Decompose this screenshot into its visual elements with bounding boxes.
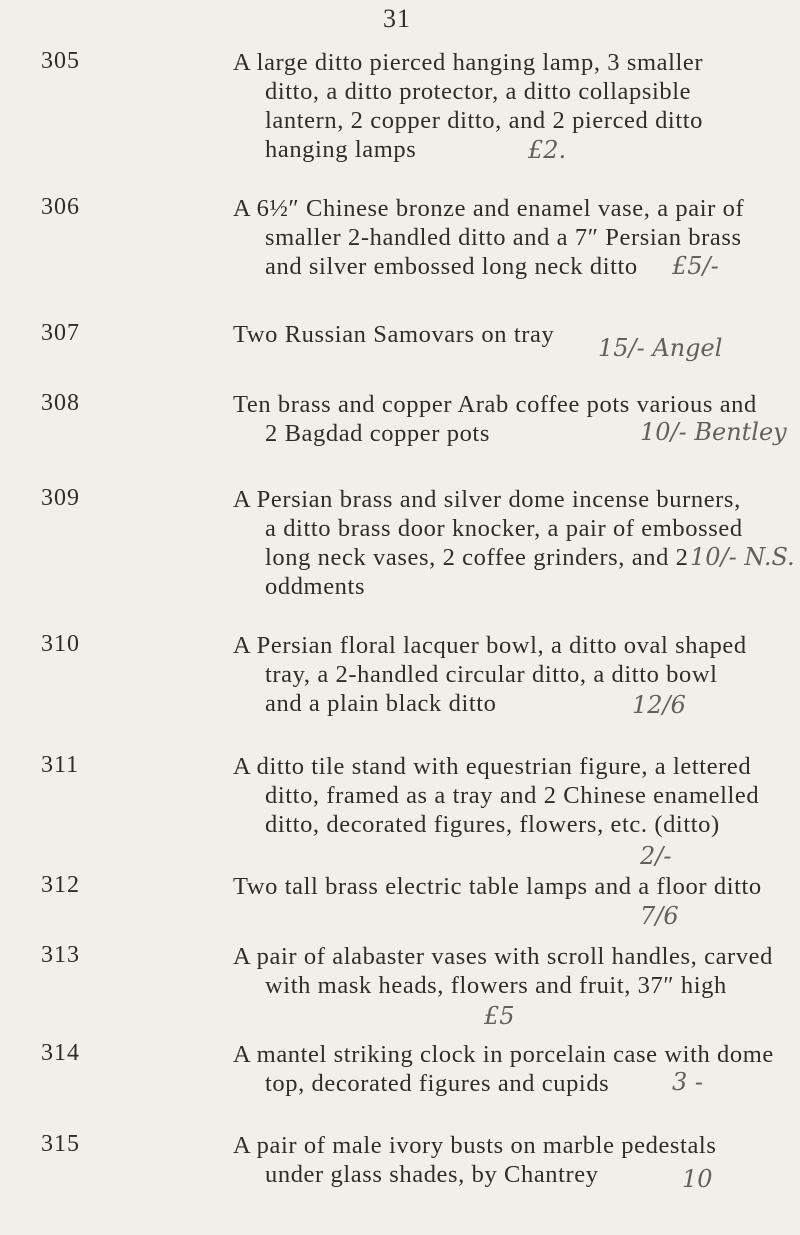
description-line: A pair of male ivory busts on marble pedestals [233,1132,717,1159]
lot-number: 305 [41,48,80,74]
description-line: ditto, decorated figures, flowers, etc. (ditto) [265,811,720,838]
handwritten-price-note: 15/- Angel [598,334,723,362]
description-line: smaller 2-handled ditto and a 7″ Persian brass [265,224,742,251]
description-line: Ten brass and copper Arab coffee pots various and [233,391,757,418]
description-line: 2 Bagdad copper pots [265,420,490,447]
description-line: Two Russian Samovars on tray [233,321,555,348]
lot-number: 306 [41,194,80,220]
description-line: A large ditto pierced hanging lamp, 3 smaller [233,49,704,76]
handwritten-price-note: 10/- Bentley [640,418,787,446]
description-line: ditto, framed as a tray and 2 Chinese enamelled [265,782,760,809]
description-line: a ditto brass door knocker, a pair of embossed [265,515,743,542]
handwritten-price-note: £5/- [672,252,719,280]
description-line: tray, a 2-handled circular ditto, a ditto bowl [265,661,718,688]
lot-number: 308 [41,390,80,416]
lot-number: 309 [41,485,80,511]
lot-number: 310 [41,631,80,657]
lot-number: 311 [41,752,80,778]
lot-number: 307 [41,320,80,346]
description-line: oddments [265,573,366,600]
description-line: with mask heads, flowers and fruit, 37″ high [265,972,727,999]
lot-number: 314 [41,1040,80,1066]
handwritten-price-note: £5 [484,1002,515,1030]
description-line: lantern, 2 copper ditto, and 2 pierced ditto [265,107,704,134]
lot-number: 315 [41,1131,80,1157]
description-line: Two tall brass electric table lamps and a floor ditto [233,873,762,900]
handwritten-price-note: 2/- [640,842,672,870]
lot-description [233,752,778,839]
page-number: 31 [383,4,411,33]
description-line: ditto, a ditto protector, a ditto collapsible [265,78,692,105]
lot-number: 312 [41,872,80,898]
description-line: under glass shades, by Chantrey [265,1161,599,1188]
handwritten-price-note: 3 - [672,1068,704,1096]
handwritten-price-note: 10/- N.S. [690,543,795,571]
description-line: long neck vases, 2 coffee grinders, and 2 [265,544,689,571]
description-line: top, decorated figures and cupids [265,1070,610,1097]
description-line: A ditto tile stand with equestrian figure, a lettered [233,753,752,780]
description-line: A Persian brass and silver dome incense burners, [233,486,741,513]
lot-description [233,631,778,718]
handwritten-price-note: 10 [682,1165,713,1193]
lot-number: 313 [41,942,80,968]
description-line: and a plain black ditto [265,690,497,717]
lot-description [233,872,778,901]
description-line: A 6½″ Chinese bronze and enamel vase, a pair of [233,195,745,222]
handwritten-price-note: 7/6 [640,902,679,930]
lot-description [233,942,778,1000]
description-line: A pair of alabaster vases with scroll handles, carved [233,943,773,970]
handwritten-price-note: £2. [528,136,567,164]
description-line: hanging lamps [265,136,417,163]
description-line: A mantel striking clock in porcelain case with dome [233,1041,774,1068]
description-line: A Persian floral lacquer bowl, a ditto oval shaped [233,632,747,659]
description-line: and silver embossed long neck ditto [265,253,638,280]
handwritten-price-note: 12/6 [632,691,686,719]
lot-description [233,48,778,164]
